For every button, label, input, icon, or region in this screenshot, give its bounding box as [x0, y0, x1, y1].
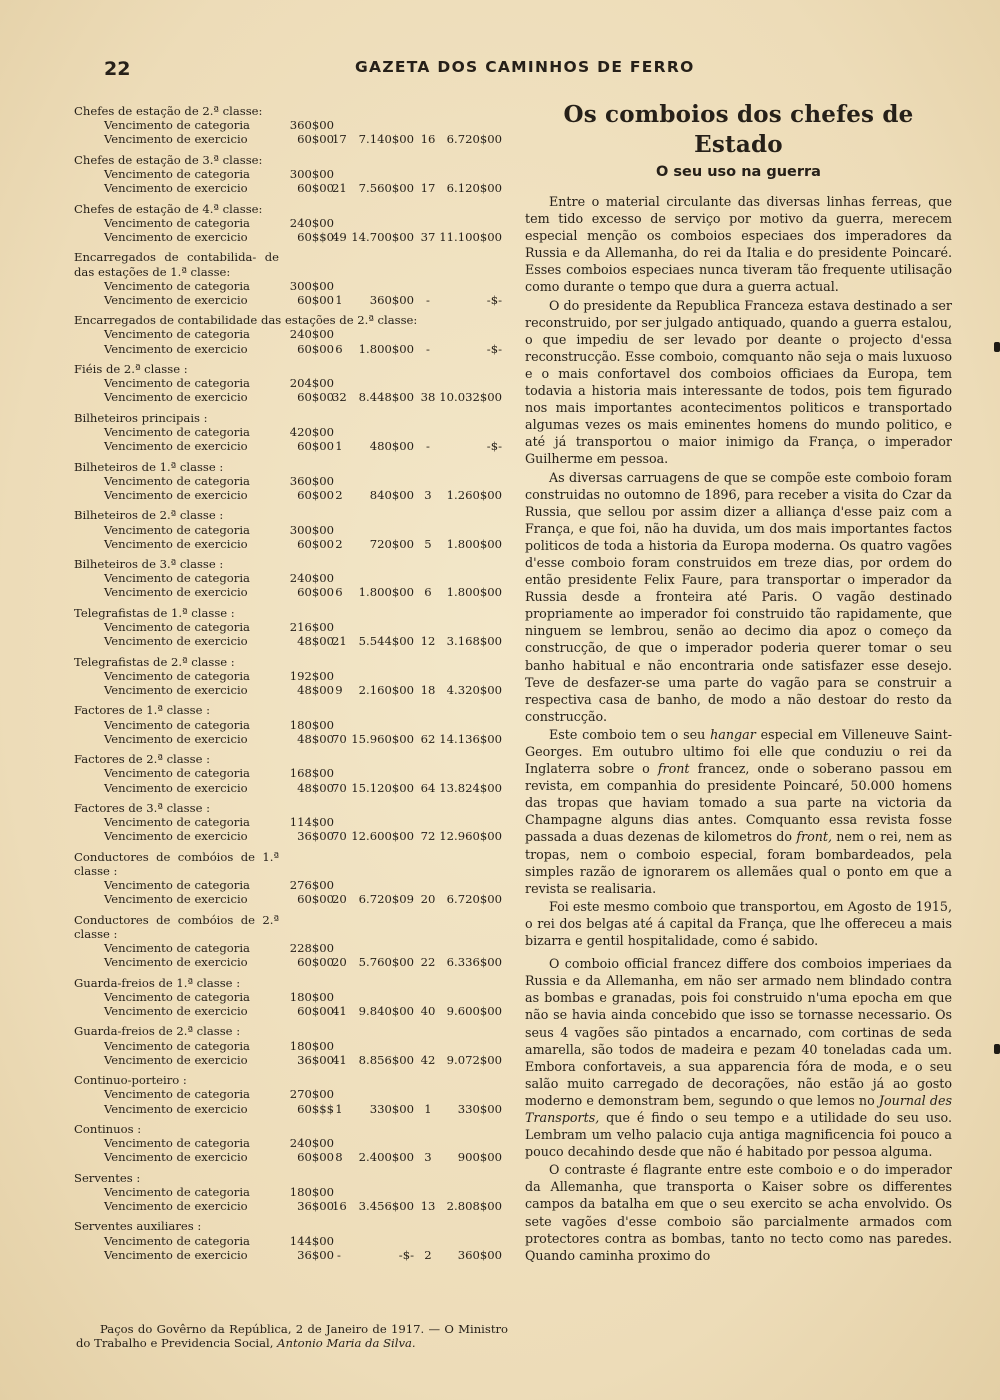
rate-value: 180$00 — [289, 717, 334, 732]
row-label: Vencimento de categoria — [104, 571, 250, 586]
salary-row — [74, 1248, 514, 1262]
count-b: 64 — [420, 780, 436, 795]
count-a: 49 — [332, 229, 347, 244]
total-b: 14.136$00 — [439, 731, 502, 746]
total-a: 840$00 — [369, 487, 414, 502]
total-b: 6.120$00 — [446, 181, 502, 196]
row-label: Vencimento de exercicio — [104, 341, 248, 356]
salary-row — [74, 1150, 514, 1164]
row-label: Vencimento de categoria — [104, 620, 250, 635]
total-a: 6.720$09 — [358, 892, 414, 907]
total-b: 4.320$00 — [446, 683, 502, 698]
salary-group — [74, 703, 514, 746]
total-a: 360$00 — [369, 292, 414, 307]
rate-value: 240$00 — [289, 1136, 334, 1151]
rate-value: 60$00 — [297, 390, 334, 405]
count-b: 42 — [420, 1052, 436, 1067]
group-title: Continuos : — [74, 1121, 142, 1136]
rate-value: 60$00 — [297, 487, 334, 502]
salary-row — [74, 425, 514, 439]
rate-value: 60$00 — [297, 132, 334, 147]
count-b: 22 — [420, 955, 436, 970]
count-b: 3 — [424, 1150, 432, 1165]
rate-value: 36$00 — [297, 829, 334, 844]
count-a: 1 — [335, 292, 343, 307]
row-label: Vencimento de categoria — [104, 1038, 250, 1053]
row-label: Vencimento de categoria — [104, 522, 250, 537]
journal-title: GAZETA DOS CAMINHOS DE FERRO — [355, 58, 695, 76]
row-label: Vencimento de categoria — [104, 215, 250, 230]
group-title: Guarda-freios de 2.ª classe : — [74, 1024, 241, 1039]
count-b: 40 — [420, 1004, 436, 1019]
total-a: 8.448$00 — [358, 390, 414, 405]
salary-row — [74, 474, 514, 488]
count-b: 16 — [420, 132, 436, 147]
salary-row — [74, 829, 514, 843]
rate-value: 360$00 — [289, 118, 334, 133]
count-b: 13 — [420, 1199, 436, 1214]
count-a: 6 — [335, 585, 343, 600]
row-label: Vencimento de categoria — [104, 278, 250, 293]
total-a: 15.960$00 — [351, 731, 414, 746]
count-b: 18 — [420, 683, 436, 698]
row-label: Vencimento de categoria — [104, 1184, 250, 1199]
salary-row — [74, 439, 514, 453]
row-label: Vencimento de exercicio — [104, 634, 248, 649]
article-paragraph: O do presidente da Republica Franceza estava destinado a ser reconstruido, por ser julgado antiquado, quando a guerra estalou, o que impediu de ser levado por deante o projecto d'essa reconstrucção. Esse comboio, comquanto não seja o mais luxuoso e o mais confortavel dos comboios officiaes da Europa, tem todavia a historia mais interessante de todos, pois tem figurado nos mais importantes acontecimentos politicos e transportado algumas vezes os mais eminentes homens do mundo politico, e até já transportou o maior inimigo da França, o imperador Guilherme em pessoa. — [525, 297, 952, 467]
count-a: 21 — [332, 634, 347, 649]
row-label: Vencimento de categoria — [104, 941, 250, 956]
salary-row — [74, 1102, 514, 1116]
salary-row — [74, 571, 514, 585]
binding-mark — [994, 1044, 1000, 1054]
count-b: 72 — [420, 829, 436, 844]
salary-row — [74, 132, 514, 146]
row-label: Vencimento de exercicio — [104, 292, 248, 307]
group-title: Encarregados de contabilidade das estações de 2.ª classe: — [74, 313, 418, 328]
row-label: Vencimento de exercicio — [104, 487, 248, 502]
salary-row — [74, 815, 514, 829]
salary-row — [74, 732, 514, 746]
salary-row — [74, 669, 514, 683]
total-a: -$- — [398, 1247, 414, 1262]
rate-value: 180$00 — [289, 1038, 334, 1053]
total-b: 12.960$00 — [439, 829, 502, 844]
salary-row — [74, 216, 514, 230]
total-b: 10.032$00 — [439, 390, 502, 405]
row-label: Vencimento de exercicio — [104, 1052, 248, 1067]
salary-row — [74, 941, 514, 955]
salary-row — [74, 634, 514, 648]
salary-group — [74, 313, 514, 356]
total-b: 330$00 — [457, 1101, 502, 1116]
total-a: 15.120$00 — [351, 780, 414, 795]
count-a: 1 — [335, 1101, 343, 1116]
count-a: 2 — [335, 536, 343, 551]
salary-group — [74, 1024, 514, 1067]
rate-value: 180$00 — [289, 989, 334, 1004]
total-b: 1.800$00 — [446, 585, 502, 600]
total-a: 7.140$00 — [358, 132, 414, 147]
row-label: Vencimento de categoria — [104, 1136, 250, 1151]
count-b: 1 — [424, 1101, 432, 1116]
salary-row — [74, 1039, 514, 1053]
count-b: 12 — [420, 634, 436, 649]
total-a: 5.544$00 — [358, 634, 414, 649]
total-b: 3.168$00 — [446, 634, 502, 649]
decree-footer: Paços do Govêrno da República, 2 de Janeiro de 1917. — O Ministro do Trabalho e Previdencia Social, Antonio Maria da Silva. — [76, 1321, 508, 1350]
rate-value: 60$00 — [297, 439, 334, 454]
total-b: -$- — [486, 341, 502, 356]
total-b: 900$00 — [457, 1150, 502, 1165]
group-title: Encarregados de contabilida- de das estações de 1.ª classe: — [74, 250, 279, 279]
count-b: 3 — [424, 487, 432, 502]
salary-row — [74, 181, 514, 195]
row-label: Vencimento de exercicio — [104, 439, 248, 454]
salary-group — [74, 202, 514, 245]
total-a: 2.400$00 — [358, 1150, 414, 1165]
rate-value: 60$$$ — [297, 1101, 334, 1116]
total-a: 480$00 — [369, 439, 414, 454]
row-label: Vencimento de exercicio — [104, 585, 248, 600]
total-a: 3.456$00 — [358, 1199, 414, 1214]
rate-value: 60$00 — [297, 585, 334, 600]
row-label: Vencimento de exercicio — [104, 229, 248, 244]
group-title: Factores de 1.ª classe : — [74, 703, 211, 718]
row-label: Vencimento de exercicio — [104, 1150, 248, 1165]
salary-group — [74, 460, 514, 503]
salary-row — [74, 376, 514, 390]
row-label: Vencimento de categoria — [104, 989, 250, 1004]
count-a: 70 — [332, 780, 347, 795]
salary-row — [74, 1199, 514, 1213]
count-a: 9 — [335, 683, 343, 698]
rate-value: 240$00 — [289, 327, 334, 342]
rate-value: 48$00 — [297, 780, 334, 795]
salary-row — [74, 683, 514, 697]
rate-value: 60$00 — [297, 1150, 334, 1165]
count-b: 2 — [424, 1247, 432, 1262]
binding-mark — [994, 342, 1000, 352]
count-a: 20 — [332, 892, 347, 907]
salary-group — [74, 153, 514, 196]
count-b: 37 — [420, 229, 436, 244]
row-label: Vencimento de categoria — [104, 376, 250, 391]
group-title: Conductores de combóios de 1.ª classe : — [74, 849, 279, 878]
rate-value: 204$00 — [289, 376, 334, 391]
group-title: Conductores de combóios de 2.ª classe : — [74, 912, 279, 941]
salary-row — [74, 523, 514, 537]
total-a: 1.800$00 — [358, 585, 414, 600]
page-number: 22 — [104, 58, 131, 80]
salary-row — [74, 1136, 514, 1150]
salary-group — [74, 655, 514, 698]
count-a: 17 — [332, 132, 347, 147]
salary-row — [74, 892, 514, 906]
count-a: 1 — [335, 439, 343, 454]
salary-row — [74, 1087, 514, 1101]
rate-value: 240$00 — [289, 215, 334, 230]
total-b: 360$00 — [457, 1247, 502, 1262]
count-a: 70 — [332, 829, 347, 844]
rate-value: 36$00 — [297, 1199, 334, 1214]
rate-value: 270$00 — [289, 1087, 334, 1102]
count-b: - — [426, 292, 430, 307]
rate-value: 180$00 — [289, 1184, 334, 1199]
salary-row — [74, 585, 514, 599]
count-a: 41 — [332, 1052, 347, 1067]
rate-value: 192$00 — [289, 668, 334, 683]
rate-value: 300$00 — [289, 278, 334, 293]
salary-row — [74, 293, 514, 307]
article-title: Os comboios dos chefes de Estado — [563, 101, 914, 158]
row-label: Vencimento de categoria — [104, 473, 250, 488]
row-label: Vencimento de exercicio — [104, 1247, 248, 1262]
group-title: Factores de 3.ª classe : — [74, 800, 211, 815]
row-label: Vencimento de categoria — [104, 717, 250, 732]
row-label: Vencimento de categoria — [104, 766, 250, 781]
row-label: Vencimento de categoria — [104, 118, 250, 133]
count-a: 32 — [332, 390, 347, 405]
group-title: Chefes de estação de 2.ª classe: — [74, 104, 263, 118]
count-b: 38 — [420, 390, 436, 405]
count-a: 41 — [332, 1004, 347, 1019]
rate-value: 60$00 — [297, 292, 334, 307]
rate-value: 276$00 — [289, 878, 334, 893]
salary-row — [74, 279, 514, 293]
salary-group — [74, 1122, 514, 1165]
salary-row — [74, 620, 514, 634]
group-title: Serventes : — [74, 1170, 141, 1185]
total-b: 1.260$00 — [446, 487, 502, 502]
row-label: Vencimento de exercicio — [104, 780, 248, 795]
salary-row — [74, 342, 514, 356]
count-a: 2 — [335, 487, 343, 502]
row-label: Vencimento de exercicio — [104, 1199, 248, 1214]
group-title: Guarda-freios de 1.ª classe : — [74, 975, 241, 990]
rate-value: 300$00 — [289, 522, 334, 537]
total-b: 11.100$00 — [439, 229, 502, 244]
minister-signature: Antonio Maria da Silva. — [277, 1335, 416, 1350]
row-label: Vencimento de exercicio — [104, 829, 248, 844]
rate-value: 48$00 — [297, 634, 334, 649]
rate-value: 168$00 — [289, 766, 334, 781]
rate-value: 216$00 — [289, 620, 334, 635]
group-title: Chefes de estação de 4.ª classe: — [74, 201, 263, 216]
row-label: Vencimento de exercicio — [104, 536, 248, 551]
salary-row — [74, 1053, 514, 1067]
salary-group — [74, 362, 514, 405]
total-b: 9.072$00 — [446, 1052, 502, 1067]
article — [525, 100, 952, 1264]
total-a: 12.600$00 — [351, 829, 414, 844]
salary-row — [74, 718, 514, 732]
rate-value: 60$00 — [297, 536, 334, 551]
row-label: Vencimento de categoria — [104, 1087, 250, 1102]
group-title: Bilheteiros principais : — [74, 410, 208, 425]
row-label: Vencimento de exercicio — [104, 892, 248, 907]
total-b: 9.600$00 — [446, 1004, 502, 1019]
salary-group — [74, 850, 514, 907]
total-a: 5.760$00 — [358, 955, 414, 970]
salary-group — [74, 104, 514, 147]
salary-row — [74, 1234, 514, 1248]
total-a: 2.160$00 — [358, 683, 414, 698]
row-label: Vencimento de exercicio — [104, 181, 248, 196]
row-label: Vencimento de categoria — [104, 166, 250, 181]
salary-group — [74, 1171, 514, 1214]
article-paragraph: O comboio official francez differe dos comboios imperiaes da Russia e da Allemanha, em não ser armado nem blindado contra as bombas e granadas, pois foi construido n'uma epocha em que não se havia ainda concebido que isso se tornasse necessario. Os seus 4 vagões são pintados a encarnado, com cortinas de seda amarella, são todos de madeira e pezam 40 toneladas cada um. Embora confortaveis, a sua apparencia fóra de moda, e o seu salão muito carregado de decorações, não estão já ao gosto moderno e demonstram bem, segundo o que lemos no Journal des Transports, que é findo o seu tempo e a utilidade do seu uso. Lembram um velho palacio cuja antiga magnificencia foi pouco a pouco decahindo desde que não é habitado por pessoa alguma. — [525, 956, 952, 1160]
row-label: Vencimento de exercicio — [104, 132, 248, 147]
count-b: 20 — [420, 892, 436, 907]
total-b: 6.720$00 — [446, 132, 502, 147]
salary-group — [74, 411, 514, 454]
salary-group — [74, 976, 514, 1019]
rate-value: 60$00 — [297, 181, 334, 196]
row-label: Vencimento de categoria — [104, 668, 250, 683]
count-b: - — [426, 439, 430, 454]
salary-group — [74, 752, 514, 795]
article-paragraph: As diversas carruagens de que se compõe este comboio foram construidas no outomno de 1896, para receber a visita do Czar da Russia, que sellou por assim dizer a alliança d'esse paiz com a França, e que foi, não ha duvida, um dos mais importantes factos politicos de toda a historia da Europa moderna. Os quatro vagões d'esse comboio foram construidos em treze dias, por ordem do então presidente Felix Faure, para transportar o imperador da Russia desde a fronteira até Paris. O vagão destinado propriamente ao imperador foi construido tão rapidamente, que ninguem se lembrou, senão ao decimo dia apoz o começo da construcção, de que o imperador poderia querer tomar o seu banho habitual e não encontraria onde satisfazer esse desejo. Teve de desfazer-se uma parte do vagão para se construir a respectiva casa de banho, de modo a não destoar do resto da construcção. — [525, 469, 952, 724]
rate-value: 228$00 — [289, 941, 334, 956]
salary-row — [74, 781, 514, 795]
rate-value: 60$00 — [297, 341, 334, 356]
total-a: 8.856$00 — [358, 1052, 414, 1067]
group-title: Telegrafistas de 1.ª classe : — [74, 605, 235, 620]
rate-value: 48$00 — [297, 683, 334, 698]
total-b: 1.800$00 — [446, 536, 502, 551]
total-b: -$- — [486, 439, 502, 454]
group-title: Continuo-porteiro : — [74, 1073, 187, 1088]
rate-value: 114$00 — [289, 815, 334, 830]
salary-group — [74, 1219, 514, 1262]
row-label: Vencimento de exercicio — [104, 955, 248, 970]
row-label: Vencimento de categoria — [104, 1233, 250, 1248]
total-a: 1.800$00 — [358, 341, 414, 356]
salary-row — [74, 327, 514, 341]
row-label: Vencimento de exercicio — [104, 1101, 248, 1116]
row-label: Vencimento de exercicio — [104, 1004, 248, 1019]
count-b: 17 — [420, 181, 436, 196]
article-paragraph: Foi este mesmo comboio que transportou, em Agosto de 1915, o rei dos belgas até á capital da França, que lhe offereceu a mais bizarra e gentil hospitalidade, como é sabido. — [525, 898, 952, 949]
count-b: 5 — [424, 536, 432, 551]
total-b: 13.824$00 — [439, 780, 502, 795]
group-title: Bilheteiros de 3.ª classe : — [74, 557, 224, 572]
row-label: Vencimento de exercicio — [104, 731, 248, 746]
rate-value: 60$00 — [297, 892, 334, 907]
rate-value: 36$00 — [297, 1247, 334, 1262]
salary-row — [74, 878, 514, 892]
salary-group — [74, 801, 514, 844]
count-b: 62 — [420, 731, 436, 746]
page-header — [0, 58, 1000, 88]
salary-row — [74, 990, 514, 1004]
count-b: 6 — [424, 585, 432, 600]
salary-row — [74, 955, 514, 969]
total-b: 6.720$00 — [446, 892, 502, 907]
row-label: Vencimento de exercicio — [104, 683, 248, 698]
article-paragraph: O contraste é flagrante entre este comboio e o do imperador da Allemanha, que transporta o Kaiser sobre os differentes campos da batalha em que o seu exercito se acha envolvido. Os sete vagões d'esse comboio são parcialmente armados com protectores contra as bombas, tanto no tecto como nas paredes. Quando caminha proximo do — [525, 1162, 952, 1263]
total-b: 6.336$00 — [446, 955, 502, 970]
total-a: 330$00 — [369, 1101, 414, 1116]
count-b: - — [426, 341, 430, 356]
total-a: 720$00 — [369, 536, 414, 551]
rate-value: 300$00 — [289, 166, 334, 181]
total-a: 9.840$00 — [358, 1004, 414, 1019]
rate-value: 60$00 — [297, 955, 334, 970]
total-b: -$- — [486, 292, 502, 307]
salary-group — [74, 913, 514, 970]
salary-row — [74, 1185, 514, 1199]
salary-table — [74, 104, 514, 1268]
rate-value: 240$00 — [289, 571, 334, 586]
count-a: 21 — [332, 181, 347, 196]
rate-value: 144$00 — [289, 1233, 334, 1248]
salary-row — [74, 766, 514, 780]
group-title: Fiéis de 2.ª classe : — [74, 362, 188, 377]
rate-value: 36$00 — [297, 1052, 334, 1067]
salary-group — [74, 508, 514, 551]
group-title: Bilheteiros de 1.ª classe : — [74, 459, 224, 474]
group-title: Serventes auxiliares : — [74, 1219, 202, 1234]
rate-value: 60$00 — [297, 1004, 334, 1019]
total-a: 7.560$00 — [358, 181, 414, 196]
count-a: 6 — [335, 341, 343, 356]
salary-group — [74, 606, 514, 649]
salary-group — [74, 250, 514, 307]
row-label: Vencimento de categoria — [104, 878, 250, 893]
article-subtitle: O seu uso na guerra — [656, 164, 821, 180]
count-a: 20 — [332, 955, 347, 970]
group-title: Bilheteiros de 2.ª classe : — [74, 508, 224, 523]
total-b: 2.808$00 — [446, 1199, 502, 1214]
count-a: 16 — [332, 1199, 347, 1214]
row-label: Vencimento de categoria — [104, 425, 250, 439]
article-paragraph: Este comboio tem o seu hangar especial em Villeneuve Saint-Georges. Em outubro ultimo foi elle que conduziu o rei da Inglaterra sobre o front francez, onde o soberano passou em revista, em companhia do presidente Poincaré, 50.000 homens das tropas que haviam tomado a sua parte na victoria da Champagne alguns dias antes. Comquanto essa revista fosse passada a duas dezenas de kilometros do front, nem o rei, nem as tropas, nem o comboio especial, foram bombardeados, pela simples razão de ignorarem os allemães qual o ponto em que a revista se realisaria. — [525, 726, 952, 896]
rate-value: 48$00 — [297, 731, 334, 746]
salary-row — [74, 1004, 514, 1018]
group-title: Factores de 2.ª classe : — [74, 752, 211, 767]
salary-row — [74, 537, 514, 551]
salary-group — [74, 1073, 514, 1116]
group-title: Chefes de estação de 3.ª classe: — [74, 152, 263, 167]
total-a: 14.700$00 — [351, 229, 414, 244]
rate-value: 360$00 — [289, 473, 334, 488]
salary-row — [74, 390, 514, 404]
salary-row — [74, 230, 514, 244]
group-title: Telegrafistas de 2.ª classe : — [74, 654, 235, 669]
row-label: Vencimento de exercicio — [104, 390, 248, 405]
salary-row — [74, 118, 514, 132]
salary-row — [74, 167, 514, 181]
salary-group — [74, 557, 514, 600]
article-paragraph: Entre o material circulante das diversas linhas ferreas, que tem tido excesso de serviço por motivo da guerra, merecem especial menção os comboios especiaes dos imperadores da Russia e da Allemanha, do rei da Italia e do presidente Poincaré. Esses comboios especiaes nunca tiveram tão frequente utilisação como durante o tempo que dura a guerra actual. — [525, 194, 952, 295]
row-label: Vencimento de categoria — [104, 815, 250, 830]
salary-row — [74, 488, 514, 502]
count-a: - — [337, 1247, 341, 1262]
rate-value: 60$$0 — [297, 229, 334, 244]
rate-value: 420$00 — [289, 425, 334, 439]
count-a: 70 — [332, 731, 347, 746]
count-a: 8 — [335, 1150, 343, 1165]
row-label: Vencimento de categoria — [104, 327, 250, 342]
